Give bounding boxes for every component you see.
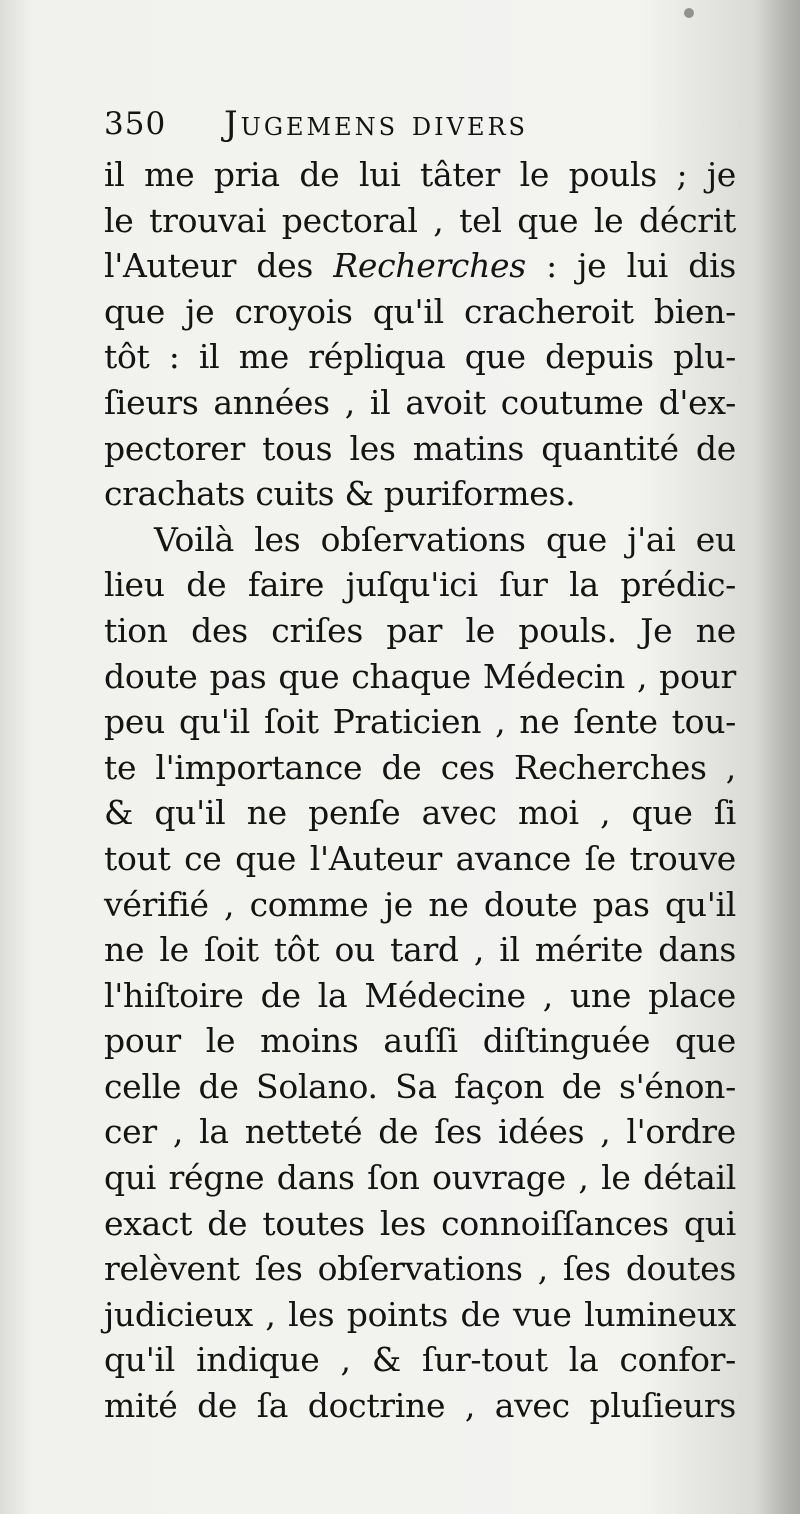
page-header [104,104,744,148]
text-line: judicieux , les points de vue lumineux [104,1294,736,1334]
text-line: ne le ſoit tôt ou tard , il mérite dans [104,930,736,970]
text-line: crachats cuits & puriformes. [104,474,576,514]
text-line: que je croyois qu'il cracheroit bien- [104,291,736,331]
italic-title: Recherches [333,246,526,286]
text-line: le trouvai pectoral , tel que le décrit [104,200,736,240]
text-line: vérifié , comme je ne doute pas qu'il [104,884,736,924]
text-line: tout ce que l'Auteur avance ſe trouve [104,838,736,878]
text-line [104,243,736,289]
ink-speck [684,8,694,18]
text-segment: l'Auteur des [104,246,334,286]
page-gutter-shadow [754,0,800,1514]
paragraph-first-line: Voilà les obſervations que j'ai eu [154,519,736,559]
text-line: relèvent ſes obſervations , ſes doutes [104,1249,736,1289]
text-line: exact de toutes les connoiſſances qui [104,1203,736,1243]
running-head: Jugemens divers [224,104,528,144]
text-segment: : je lui dis [525,246,737,286]
text-line: pour le moins auſſi diſtinguée que [104,1021,736,1061]
text-line: & qu'il ne penſe avec moi , que ſi [104,793,736,833]
text-line: tôt : il me répliqua que depuis plu- [104,337,736,377]
text-line: il me pria de lui tâter le pouls ; je [104,155,736,194]
text-line: qu'il indique , & ſur-tout la confor- [104,1340,736,1380]
text-line: doute pas que chaque Médecin , pour [104,656,736,696]
text-line: l'hiſtoire de la Médecine , une place [104,975,736,1015]
text-line: cer , la netteté de ſes idées , l'ordre [104,1112,736,1152]
text-line: ſieurs années , il avoit coutume d'ex- [104,382,736,422]
text-line: mité de ſa doctrine , avec pluſieurs [104,1386,736,1426]
text-line: peu qu'il ſoit Praticien , ne ſente tou- [104,702,736,742]
text-line: lieu de faire juſqu'ici ſur la prédic- [104,565,736,605]
text-line: te l'importance de ces Recherches , [104,747,736,787]
text-line: pectorer tous les matins quantité de [104,428,736,468]
body-text [104,152,736,1429]
text-line: celle de Solano. Sa façon de s'énon- [104,1066,736,1106]
text-line: qui régne dans ſon ouvrage , le détail [104,1158,736,1198]
page-number: 350 [104,106,167,142]
text-line: tion des criſes par le pouls. Je ne [104,610,736,650]
